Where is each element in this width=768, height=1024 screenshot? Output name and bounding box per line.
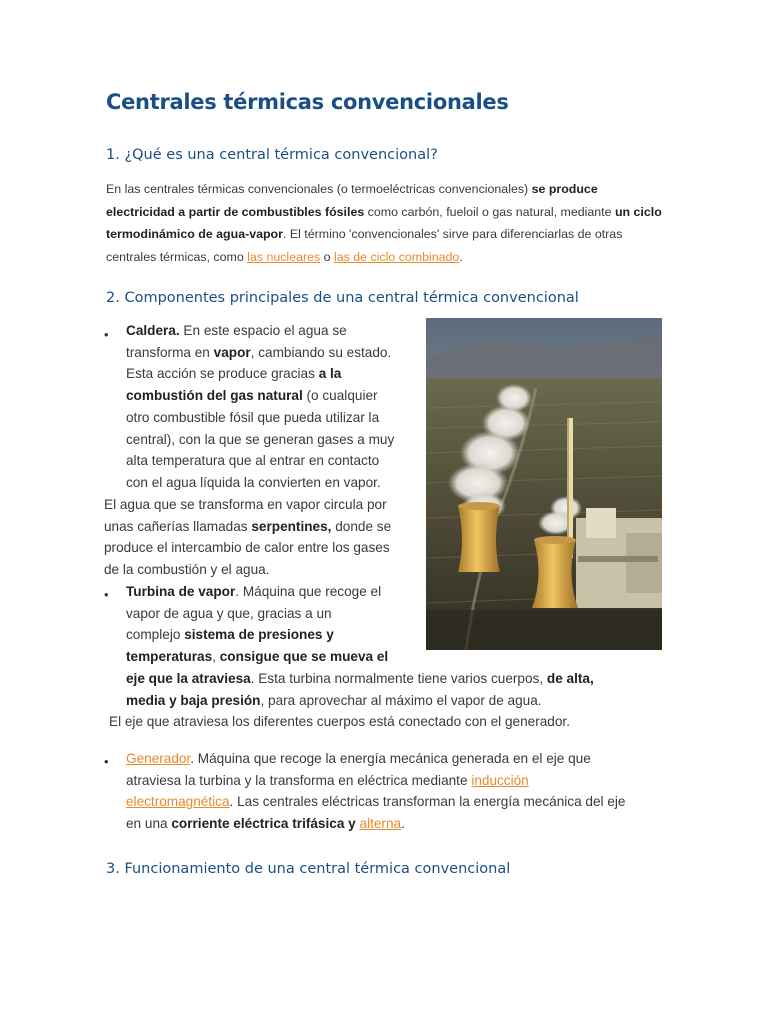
section-1-heading: 1. ¿Qué es una central térmica convencional? [106,147,438,163]
inline-link[interactable]: Generador [126,751,191,766]
bold-text: Turbina de vapor [126,584,236,599]
page-title: Centrales térmicas convencionales [106,90,509,114]
serpentines-line [104,494,391,516]
bold-text: corriente eléctrica trifásica y [171,816,356,832]
turbina-line [126,690,594,712]
caldera-line [126,363,394,385]
text-run: unas cañerías llamadas [104,518,252,534]
cooling-towers-illustration [426,318,662,650]
caldera-line [126,472,394,494]
bullet-generador: • [104,754,109,769]
text-run: complejo [126,627,185,643]
text-run: . Esta turbina normalmente tiene varios cuerpos, [250,670,547,686]
text-run: vapor de agua y que, gracias a un [126,605,332,621]
caldera-line [126,450,394,472]
text-run: En este espacio el agua se [179,323,347,338]
bullet-turbina: • [104,587,109,602]
bold-text: Caldera. [126,323,180,338]
link-ciclo-combinado[interactable]: las de ciclo combinado [333,249,460,264]
caldera-line [126,429,394,451]
text-run: central), con la que se generan gases a muy [126,431,395,447]
text-run: de la combustión y el agua. [104,562,270,578]
caldera-line [126,385,394,407]
text-run: , para aprovechar al máximo el vapor de agua. [260,692,542,708]
inline-link[interactable]: alterna [359,816,402,832]
bold-text: vapor [213,344,251,360]
text-run: , [212,649,220,665]
section-3-heading: 3. Funcionamiento de una central térmica convencional [106,861,511,877]
caldera-line [126,342,394,364]
caldera-line [126,407,394,429]
bold-text: de alta, [546,670,594,686]
text-run: con el agua líquida la convierten en vapor. [126,474,381,490]
bold-text: consigue que se mueva el [219,649,389,665]
text-run: . Máquina que recoge la energía mecánica generada en el eje que [190,751,591,766]
inline-link[interactable]: electromagnética [126,794,230,810]
text-run: transforma en [126,344,214,360]
text-run: alta temperatura que al entrar en contacto [126,453,380,469]
bold-text: serpentines, [251,518,332,534]
text-run: otro combustible fósil que pueda utilizar la [126,409,380,425]
bold-text: a la [318,366,342,382]
generador-line [126,813,625,835]
text-run: produce el intercambio de calor entre los gases [104,540,390,556]
generador-line [126,791,625,813]
text-run: donde se [331,518,392,534]
inline-link[interactable]: inducción [471,772,529,788]
serpentines-block [104,494,391,581]
serpentines-line [104,537,391,559]
link-nucleares[interactable]: las nucleares [247,249,321,264]
caldera-line [126,320,394,342]
serpentines-line [104,516,391,538]
power-plant-photo [426,318,662,650]
generador-line [126,770,625,792]
text-run: (o cualquier [302,388,378,404]
text-run: , cambiando su estado. [250,344,392,360]
generador-line [126,748,625,770]
section-2-heading: 2. Componentes principales de una central térmica convencional [106,290,579,306]
text-run: . [401,816,405,832]
text-run: . Las centrales eléctricas transforman la energía mecánica del eje [229,794,626,810]
bold-text: sistema de presiones y [184,627,334,643]
text-run: en una [126,816,172,832]
bold-text: eje que la atraviesa [126,670,251,686]
bold-text: media y baja presión [126,692,261,708]
text-run: . Máquina que recoge el [235,584,382,599]
bold-text: combustión del gas natural [126,388,303,404]
turbina-line [126,668,594,690]
generador-block [126,748,625,835]
text-run: Esta acción se produce gracias [126,366,319,382]
section-1-paragraph: En las centrales térmicas convencionales (o termoeléctricas convencionales) se produce electricidad a partir de combustibles fósiles como carbón, fueloil o gas natural, mediante un ciclo termodinámico de agua-vapor. El término 'convencionales' sirve para diferenciarlas de otras centrales térmicas, como las nucleares o las de ciclo combinado. [106,182,662,264]
bold-text: temperaturas [126,649,213,665]
text-run: atraviesa la turbina y la transforma en eléctrica mediante [126,772,472,788]
bullet-caldera: • [104,327,109,342]
caldera-block [126,320,394,494]
eje-line: El eje que atraviesa los diferentes cuerpos está conectado con el generador. [109,714,570,729]
text-run: El agua que se transforma en vapor circula por [104,497,387,512]
serpentines-line [104,559,391,581]
